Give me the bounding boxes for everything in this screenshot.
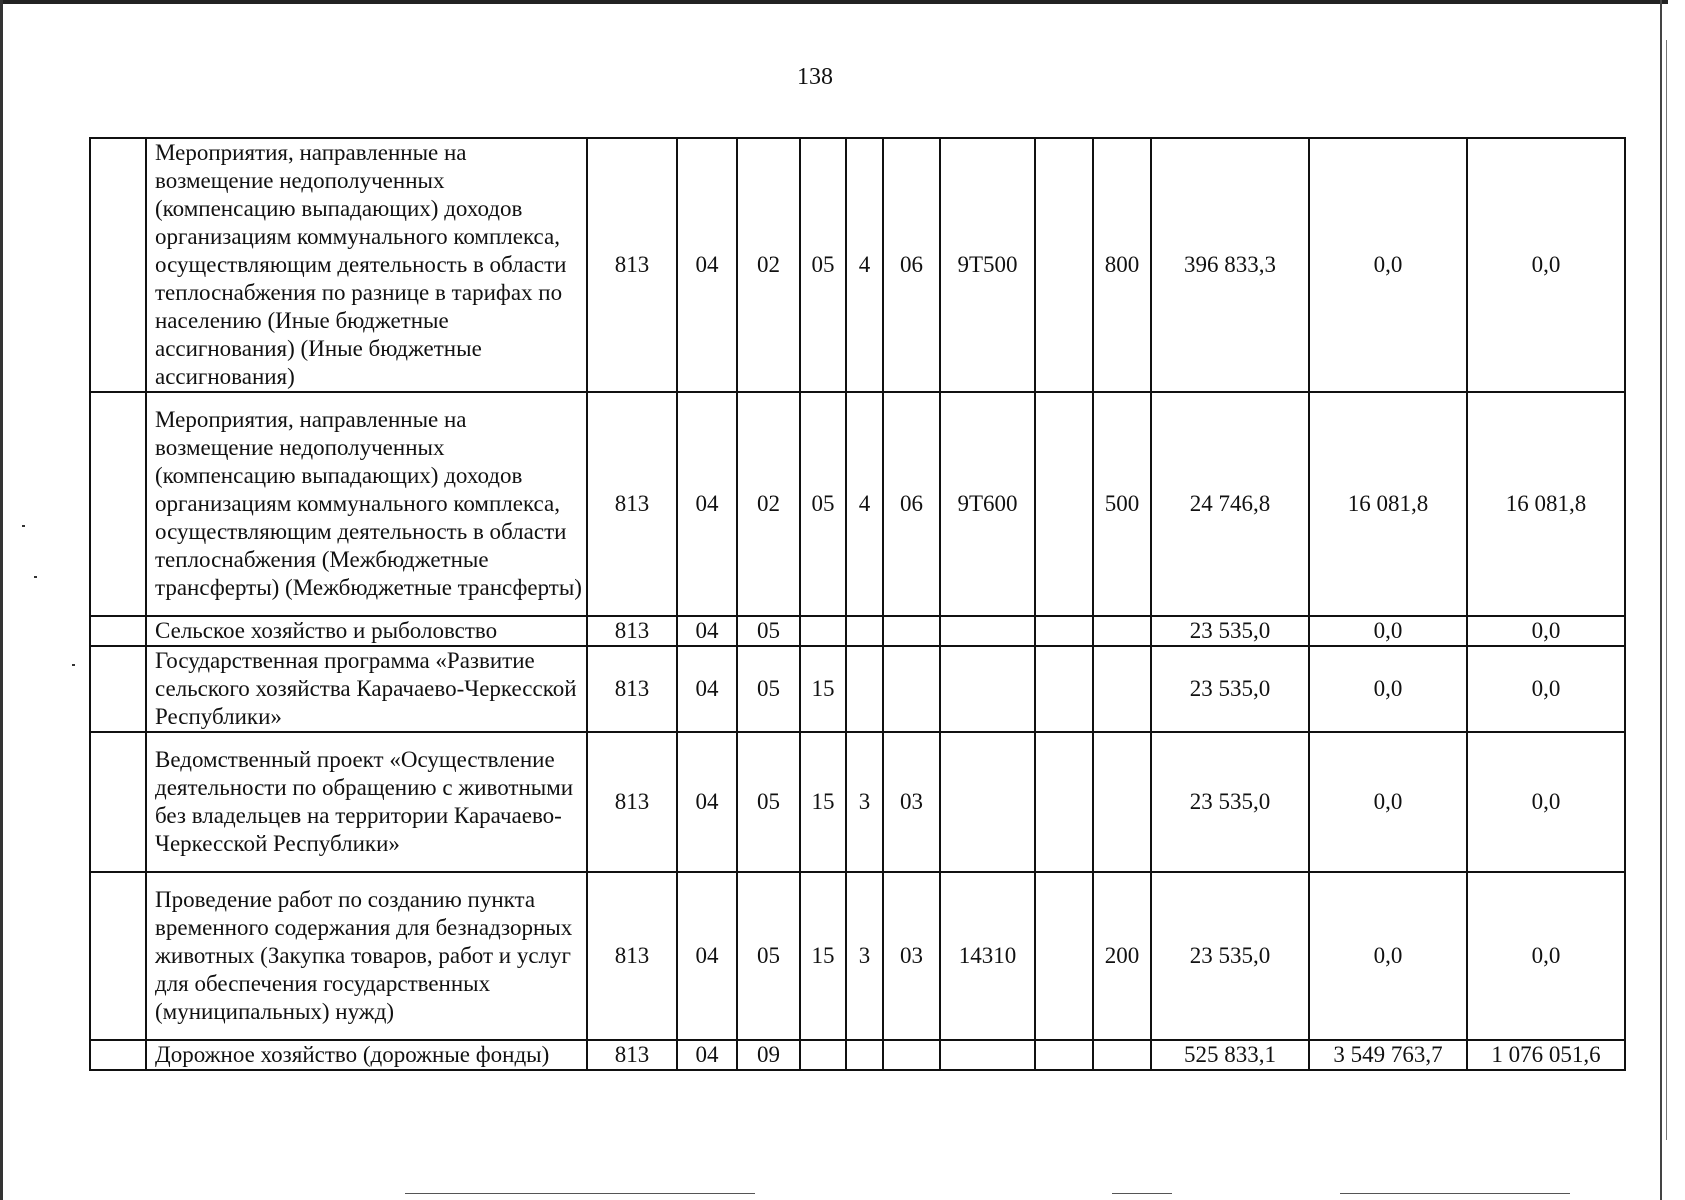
napravlenie-cell: 9Т500: [940, 138, 1035, 392]
podrazdel-cell: 02: [737, 138, 800, 392]
name-cell: Мероприятия, направленные на возмещение недополученных (компенсацию выпадающих) доходов организациям коммунального комплекса, осуществляющим деятельность в области теплоснабжения (Межбюджетные трансферты) (Межбюджетные трансферты): [146, 392, 587, 616]
sum1-cell: 23 535,0: [1151, 616, 1309, 646]
table-row: [90, 646, 1625, 732]
napravlenie-cell: [940, 732, 1035, 872]
napravlenie-cell: [940, 616, 1035, 646]
podrazdel-cell: 05: [737, 646, 800, 732]
index-cell: [90, 872, 146, 1040]
tip-cell: [846, 1040, 883, 1070]
vid-cell: 800: [1093, 138, 1151, 392]
blank-cell: [1035, 732, 1093, 872]
sum1-cell: 23 535,0: [1151, 732, 1309, 872]
vid-cell: 500: [1093, 392, 1151, 616]
budget-table: [89, 137, 1626, 1071]
sum3-cell: 16 081,8: [1467, 392, 1625, 616]
tip-cell: 3: [846, 732, 883, 872]
sum3-cell: 0,0: [1467, 872, 1625, 1040]
sum1-cell: 24 746,8: [1151, 392, 1309, 616]
tip-cell: [846, 646, 883, 732]
index-cell: [90, 646, 146, 732]
programma-cell: 15: [800, 872, 846, 1040]
razdel-cell: 04: [677, 138, 737, 392]
programma-cell: 15: [800, 646, 846, 732]
vid-cell: [1093, 616, 1151, 646]
napravlenie-cell: [940, 1040, 1035, 1070]
name-cell: Ведомственный проект «Осуществление деятельности по обращению с животными без владельцев на территории Карачаево-Черкесской Республики»: [146, 732, 587, 872]
razdel-cell: 04: [677, 1040, 737, 1070]
sum2-cell: 0,0: [1309, 616, 1467, 646]
sum2-cell: 16 081,8: [1309, 392, 1467, 616]
blank-cell: [1035, 138, 1093, 392]
table-row: [90, 872, 1625, 1040]
element-cell: 06: [883, 138, 940, 392]
element-cell: [883, 616, 940, 646]
razdel-cell: 04: [677, 646, 737, 732]
name-cell: Мероприятия, направленные на возмещение недополученных (компенсацию выпадающих) доходов организациям коммунального комплекса, осуществляющим деятельность в области теплоснабжения по разнице в тарифах по населению (Иные бюджетные ассигнования) (Иные бюджетные ассигнования): [146, 138, 587, 392]
vedomstvo-cell: 813: [587, 646, 677, 732]
element-cell: 03: [883, 872, 940, 1040]
sum1-cell: 396 833,3: [1151, 138, 1309, 392]
sum2-cell: 0,0: [1309, 732, 1467, 872]
sum3-cell: 0,0: [1467, 732, 1625, 872]
sum1-cell: 525 833,1: [1151, 1040, 1309, 1070]
programma-cell: 15: [800, 732, 846, 872]
vedomstvo-cell: 813: [587, 1040, 677, 1070]
blank-cell: [1035, 872, 1093, 1040]
blank-cell: [1035, 646, 1093, 732]
razdel-cell: 04: [677, 732, 737, 872]
index-cell: [90, 1040, 146, 1070]
sum2-cell: 3 549 763,7: [1309, 1040, 1467, 1070]
page-number: 138: [797, 64, 833, 90]
sum3-cell: 0,0: [1467, 646, 1625, 732]
index-cell: [90, 392, 146, 616]
name-cell: Государственная программа «Развитие сельского хозяйства Карачаево-Черкесской Республики»: [146, 646, 587, 732]
table-row: [90, 1040, 1625, 1070]
scan-border-right-inner: [1666, 40, 1667, 1140]
sum1-cell: 23 535,0: [1151, 646, 1309, 732]
podrazdel-cell: 09: [737, 1040, 800, 1070]
element-cell: [883, 646, 940, 732]
index-cell: [90, 616, 146, 646]
napravlenie-cell: [940, 646, 1035, 732]
programma-cell: [800, 616, 846, 646]
napravlenie-cell: 14310: [940, 872, 1035, 1040]
napravlenie-cell: 9Т600: [940, 392, 1035, 616]
vid-cell: 200: [1093, 872, 1151, 1040]
index-cell: [90, 138, 146, 392]
blank-cell: [1035, 616, 1093, 646]
vid-cell: [1093, 1040, 1151, 1070]
element-cell: [883, 1040, 940, 1070]
podrazdel-cell: 05: [737, 872, 800, 1040]
vedomstvo-cell: 813: [587, 872, 677, 1040]
programma-cell: 05: [800, 138, 846, 392]
scan-speck: [22, 525, 25, 527]
scan-border-bottom: [405, 1193, 755, 1194]
sum2-cell: 0,0: [1309, 872, 1467, 1040]
name-cell: Проведение работ по созданию пункта временного содержания для безнадзорных животных (Закупка товаров, работ и услуг для обеспечения государственных (муниципальных) нужд): [146, 872, 587, 1040]
scan-border-left: [0, 0, 3, 1200]
scan-speck: [34, 576, 37, 578]
sum1-cell: 23 535,0: [1151, 872, 1309, 1040]
podrazdel-cell: 02: [737, 392, 800, 616]
podrazdel-cell: 05: [737, 616, 800, 646]
tip-cell: 4: [846, 138, 883, 392]
scan-border-top: [0, 0, 1668, 4]
sum2-cell: 0,0: [1309, 138, 1467, 392]
index-cell: [90, 732, 146, 872]
name-cell: Сельское хозяйство и рыболовство: [146, 616, 587, 646]
blank-cell: [1035, 1040, 1093, 1070]
table-row: [90, 616, 1625, 646]
vedomstvo-cell: 813: [587, 392, 677, 616]
scan-speck: [72, 664, 75, 666]
element-cell: 06: [883, 392, 940, 616]
razdel-cell: 04: [677, 872, 737, 1040]
scan-border-bottom: [1112, 1193, 1172, 1194]
scan-border-right: [1660, 0, 1662, 1200]
element-cell: 03: [883, 732, 940, 872]
sum2-cell: 0,0: [1309, 646, 1467, 732]
sum3-cell: 0,0: [1467, 138, 1625, 392]
table-row: [90, 732, 1625, 872]
table-row: [90, 138, 1625, 392]
razdel-cell: 04: [677, 616, 737, 646]
tip-cell: 4: [846, 392, 883, 616]
vedomstvo-cell: 813: [587, 616, 677, 646]
scan-border-bottom: [1340, 1193, 1570, 1194]
sum3-cell: 0,0: [1467, 616, 1625, 646]
vid-cell: [1093, 646, 1151, 732]
tip-cell: 3: [846, 872, 883, 1040]
vedomstvo-cell: 813: [587, 732, 677, 872]
name-cell: Дорожное хозяйство (дорожные фонды): [146, 1040, 587, 1070]
vid-cell: [1093, 732, 1151, 872]
razdel-cell: 04: [677, 392, 737, 616]
programma-cell: 05: [800, 392, 846, 616]
vedomstvo-cell: 813: [587, 138, 677, 392]
table-row: [90, 392, 1625, 616]
tip-cell: [846, 616, 883, 646]
programma-cell: [800, 1040, 846, 1070]
blank-cell: [1035, 392, 1093, 616]
podrazdel-cell: 05: [737, 732, 800, 872]
sum3-cell: 1 076 051,6: [1467, 1040, 1625, 1070]
